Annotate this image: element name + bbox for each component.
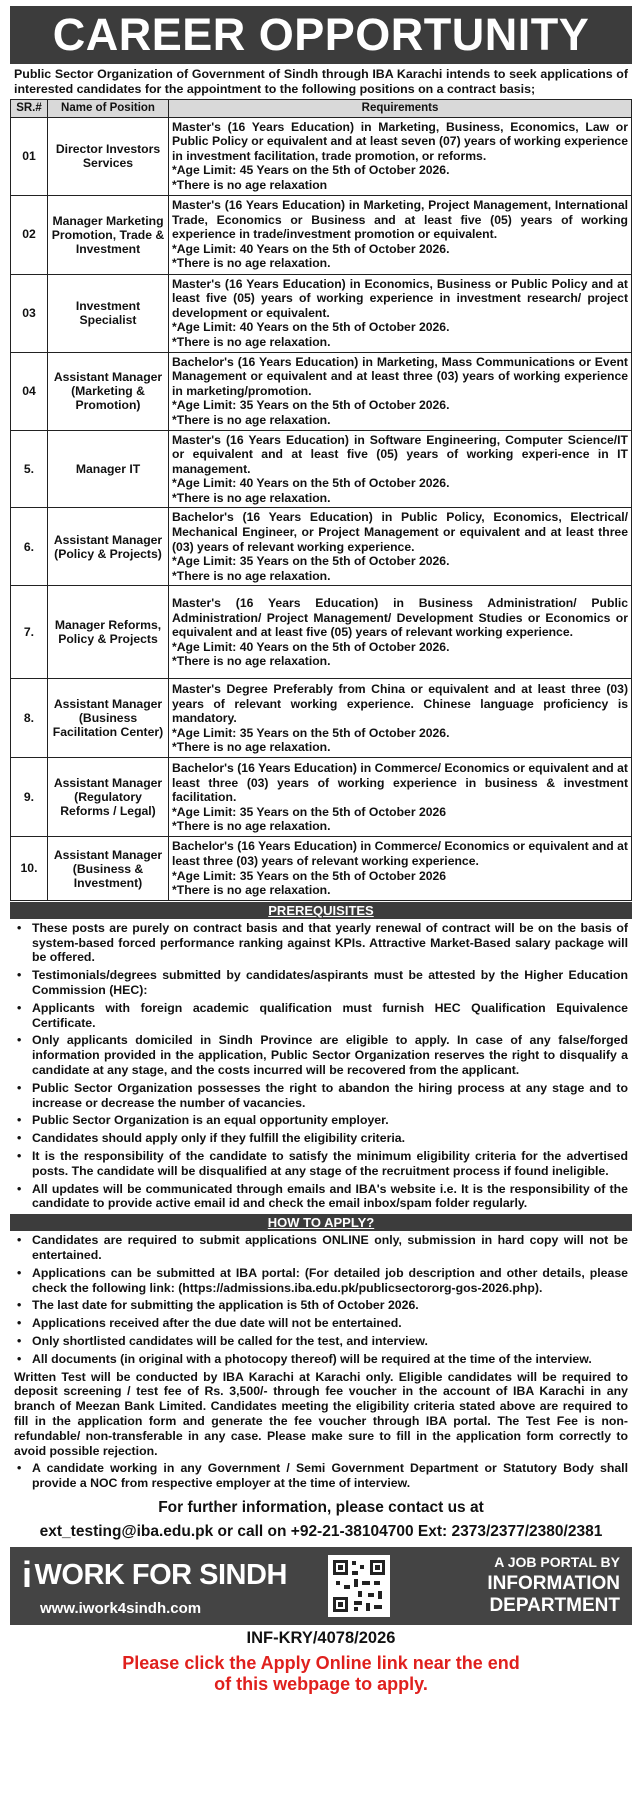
- req-relax: *There is no age relaxation.: [172, 740, 331, 755]
- row-position: Assistant Manager (Regulatory Reforms / Legal): [48, 758, 169, 837]
- req-age: *Age Limit: 35 Years on the 5th of October 2026.: [172, 725, 450, 740]
- contact-line: For further information, please contact us at: [158, 1498, 484, 1516]
- row-requirements: [169, 508, 632, 586]
- list-item-text: Applications received after the due date will not be entertained.: [32, 1316, 402, 1331]
- table-row: [11, 274, 632, 352]
- page-title-banner: [10, 6, 632, 64]
- req-text: Master's (16 Years Education) in Economics, Business or Public Policy and at least five (05) years of working experience in investment research/ project development or equivalent.: [172, 276, 628, 320]
- list-item: • A candidate working in any Government / Semi Government Department or Statutory Body shall provide a NOC from respective employer at the time of interview.: [17, 1461, 628, 1491]
- col-header-requirements: Requirements: [169, 100, 632, 118]
- list-item-text: Candidates should apply only if they fulfill the eligibility criteria.: [32, 1131, 406, 1146]
- req-age: *Age Limit: 35 Years on the 5th of October 2026: [172, 868, 447, 883]
- row-requirements: [169, 679, 632, 758]
- portal-url[interactable]: www.iwork4sindh.com: [40, 1600, 202, 1618]
- iwork-logo: [22, 1554, 322, 1596]
- list-item-text: The last date for submitting the application is 5th of October 2026.: [32, 1298, 419, 1313]
- req-relax: *There is no age relaxation.: [172, 490, 331, 505]
- portal-logo-block: [10, 1554, 322, 1617]
- list-item-text: Applicants with foreign academic qualification must furnish HEC Qualification Equivalence Certificate.: [32, 1000, 628, 1030]
- how-to-apply-heading: HOW TO APPLY?: [10, 1214, 632, 1231]
- row-requirements: [169, 586, 632, 679]
- row-sr: 10.: [11, 837, 48, 900]
- table-row: [11, 837, 632, 900]
- req-text: Master's (16 Years Education) in Software Engineering, Computer Science/IT or equivalent and at least five (05) years of working experi-ence in IT management.: [172, 432, 628, 476]
- row-sr: 04: [11, 352, 48, 430]
- req-age: *Age Limit: 40 Years on the 5th of October 2026.: [172, 639, 450, 654]
- list-item: • All updates will be communicated through emails and IBA's website i.e. It is the responsibility of the candidate to provide active email id and check the email inbox/spam folder regularly.: [17, 1181, 628, 1211]
- list-item-text: Only applicants domiciled in Sindh Province are eligible to apply. In case of any false/forged information provided in the application, Public Sector Organization reserves the right to disqualify a candidate at any stage, and the costs incurred will be recovered from the applicant.: [32, 1033, 628, 1077]
- contact-details[interactable]: ext_testing@iba.edu.pk or call on +92-21-38104700 Ext: 2373/2377/2380/2381: [39, 1522, 603, 1540]
- req-relax: *There is no age relaxation.: [172, 568, 331, 583]
- portal-department: INFORMATION DEPARTMENT: [487, 1573, 620, 1617]
- row-position: Director Investors Services: [48, 117, 169, 195]
- list-item-text: All documents (in original with a photocopy thereof) will be required at the time of the interview.: [32, 1351, 592, 1366]
- row-sr: 6.: [11, 508, 48, 586]
- row-position: Investment Specialist: [48, 274, 169, 352]
- list-item-text: Candidates are required to submit applications ONLINE only, submission in hard copy will not be entertained.: [32, 1233, 628, 1262]
- list-item-text: These posts are purely on contract basis and that yearly renewal of contract will be on the basis of system-based forced performance ranking against KPIs. Attractive Market-Based salary package will be offered.: [32, 920, 628, 965]
- list-item: • Public Sector Organization possesses the right to abandon the hiring process at any stage and to increase or decrease the number of vacancies.: [17, 1080, 628, 1110]
- row-sr: 8.: [11, 679, 48, 758]
- intro-text: Public Sector Organization of Government of Sindh through IBA Karachi intends to seek applications of interested candidates for the appointment to the following positions on a contract basis;: [14, 67, 628, 96]
- row-position: Assistant Manager (Marketing & Promotion): [48, 352, 169, 430]
- table-row: [11, 117, 632, 195]
- req-text: Master's (16 Years Education) in Marketing, Project Management, International Trade, Economics or Business and at least five (05) years of working experience in trade/investment promotion or equivalent.: [172, 198, 628, 242]
- prerequisites-heading: PREREQUISITES: [10, 902, 632, 919]
- req-text: Master's (16 Years Education) in Business Administration/ Public Administration/ Project Management/ Development Studies or Economics or equivalent and at least five (05) years of relevant working experience.: [172, 595, 628, 640]
- how-to-apply-list: [10, 1233, 632, 1366]
- row-requirements: [169, 352, 632, 430]
- job-portal-banner: [10, 1547, 632, 1625]
- table-row: [11, 352, 632, 430]
- row-position: Manager Marketing Promotion, Trade & Investment: [48, 195, 169, 274]
- list-item-text: Public Sector Organization is an equal opportunity employer.: [32, 1113, 389, 1128]
- list-item: • All documents (in original with a photocopy thereof) will be required at the time of the interview.: [17, 1351, 592, 1366]
- positions-table: [10, 99, 632, 901]
- portal-info-block: [404, 1554, 632, 1617]
- row-requirements: [169, 758, 632, 837]
- table-row: [11, 508, 632, 586]
- req-relax: *There is no age relaxation.: [172, 334, 331, 349]
- req-age: *Age Limit: 35 Years on the 5th of October 2026.: [172, 554, 450, 569]
- list-item: • It is the responsibility of the candidate to satisfy the minimum eligibility criteria for the advertised posts. The candidate will be disqualified at any stage of the recruitment process if found ineligible.: [17, 1148, 628, 1178]
- row-requirements: [169, 430, 632, 508]
- table-row: [11, 195, 632, 274]
- req-relax: *There is no age relaxation.: [172, 256, 331, 271]
- list-item: • These posts are purely on contract basis and that yearly renewal of contract will be on the basis of system-based forced performance ranking against KPIs. Attractive Market-Based salary package will be offered.: [17, 920, 628, 965]
- row-requirements: [169, 195, 632, 274]
- row-position: Assistant Manager (Business Facilitation Center): [48, 679, 169, 758]
- row-sr: 01: [11, 117, 48, 195]
- apply-note-line1: Please click the Apply Online link near the end: [122, 1652, 520, 1673]
- req-age: *Age Limit: 40 Years on the 5th of October 2026.: [172, 241, 450, 256]
- row-sr: 02: [11, 195, 48, 274]
- row-sr: 5.: [11, 430, 48, 508]
- list-item: • Public Sector Organization is an equal opportunity employer.: [17, 1113, 389, 1128]
- req-relax: *There is no age relaxation.: [172, 883, 331, 898]
- row-position: Assistant Manager (Policy & Projects): [48, 508, 169, 586]
- list-item-text: Only shortlisted candidates will be called for the test, and interview.: [32, 1333, 428, 1348]
- col-header-sr: SR.#: [11, 100, 48, 118]
- list-item-text: All updates will be communicated through emails and IBA's website i.e. It is the responsibility of the candidate to provide active email id and check the email inbox/spam folder regularly.: [32, 1181, 628, 1211]
- list-item: • Candidates are required to submit applications ONLINE only, submission in hard copy will not be entertained.: [17, 1233, 628, 1262]
- list-item-text: Public Sector Organization possesses the right to abandon the hiring process at any stage and to increase or decrease the number of vacancies.: [32, 1080, 628, 1110]
- list-item: • Only shortlisted candidates will be called for the test, and interview.: [17, 1333, 428, 1348]
- row-sr: 9.: [11, 758, 48, 837]
- qr-code-icon: [328, 1555, 390, 1617]
- list-item: • The last date for submitting the application is 5th of October 2026.: [17, 1298, 419, 1313]
- list-item: • Applications can be submitted at IBA portal: (For detailed job description and other details, please check the following link: (https://admissions.iba.edu.pk/publicsectororg-gos-2026.php).: [17, 1265, 628, 1295]
- noc-list: [10, 1461, 632, 1491]
- row-sr: 7.: [11, 586, 48, 679]
- req-age: *Age Limit: 35 Years on the 5th of October 2026.: [172, 398, 450, 413]
- table-row: [11, 586, 632, 679]
- prerequisites-list: [10, 921, 632, 1211]
- req-relax: *There is no age relaxation.: [172, 819, 331, 834]
- req-text: Bachelor's (16 Years Education) in Public Policy, Economics, Electrical/ Mechanical Engineer, or Project Management or equivalent and at least three (03) years of relevant working experience.: [172, 510, 628, 554]
- written-test-paragraph: Written Test will be conducted by IBA Karachi at Karachi only. Eligible candidates will be required to deposit screening / test fee of Rs. 3,500/- through fee voucher in the account of IBA Karachi in any branch of Meezan Bank Limited. Candidates meeting the eligibility criteria stated above are required to fill in the application form and generate the fee voucher through IBA portal. The Test Fee is non-refundable/ non-transferable in any case. Please make sure to fill in the application form correctly to avoid possible rejection.: [14, 1369, 628, 1458]
- req-text: Bachelor's (16 Years Education) in Commerce/ Economics or equivalent and at least three (03) years of working experience in business & investment facilitation.: [172, 760, 628, 805]
- table-row: [11, 679, 632, 758]
- list-item: • Applications received after the due date will not be entertained.: [17, 1316, 402, 1331]
- row-requirements: [169, 837, 632, 900]
- row-position: Assistant Manager (Business & Investment): [48, 837, 169, 900]
- list-item: • Testimonials/degrees submitted by candidates/aspirants must be attested by the Higher Education Commission (HEC):: [17, 968, 628, 997]
- row-requirements: [169, 274, 632, 352]
- req-relax: *There is no age relaxation: [172, 177, 328, 192]
- logo-text: WORK FOR SINDH: [34, 1558, 287, 1591]
- req-text: Master's (16 Years Education) in Marketing, Business, Economics, Law or Public Policy or equivalent and at least seven (07) years of working experience in investment facilitation, trade promotion, or reforms.: [172, 119, 628, 163]
- req-age: *Age Limit: 35 Years on the 5th of October 2026: [172, 804, 447, 819]
- req-age: *Age Limit: 40 Years on the 5th of October 2026.: [172, 320, 450, 335]
- req-text: Master's Degree Preferably from China or equivalent and at least three (03) years of relevant working experience. Chinese language proficiency is mandatory.: [172, 681, 628, 726]
- req-age: *Age Limit: 45 Years on the 5th of October 2026.: [172, 163, 450, 178]
- row-position: Manager IT: [48, 430, 169, 508]
- list-item: • Only applicants domiciled in Sindh Province are eligible to apply. In case of any false/forged information provided in the application, Public Sector Organization reserves the right to disqualify a candidate at any stage, and the costs incurred will be recovered from the applicant.: [17, 1033, 628, 1077]
- list-item-text: A candidate working in any Government / Semi Government Department or Statutory Body shall provide a NOC from respective employer at the time of interview.: [32, 1461, 628, 1491]
- table-row: [11, 758, 632, 837]
- logo-i: i: [22, 1554, 32, 1596]
- req-age: *Age Limit: 40 Years on the 5th of October 2026.: [172, 476, 450, 491]
- table-row: [11, 430, 632, 508]
- apply-note-line2: of this webpage to apply.: [214, 1673, 428, 1694]
- col-header-position: Name of Position: [48, 100, 169, 118]
- req-relax: *There is no age relaxation.: [172, 654, 331, 669]
- row-sr: 03: [11, 274, 48, 352]
- list-item: • Applicants with foreign academic qualification must furnish HEC Qualification Equivalence Certificate.: [17, 1000, 628, 1030]
- list-item-text: Testimonials/degrees submitted by candidates/aspirants must be attested by the Higher Education Commission (HEC):: [32, 968, 628, 997]
- list-item: • Candidates should apply only if they fulfill the eligibility criteria.: [17, 1131, 406, 1146]
- req-text: Bachelor's (16 Years Education) in Commerce/ Economics or equivalent and at least three (03) years of relevant working experience.: [172, 839, 628, 869]
- advertisement: [10, 6, 632, 1695]
- portal-byline: A JOB PORTAL BY: [494, 1554, 620, 1571]
- reference-number: INF-KRY/4078/2026: [246, 1628, 396, 1647]
- table-header-row: [11, 100, 632, 118]
- page-title: CAREER OPPORTUNITY: [52, 9, 590, 60]
- list-item-text[interactable]: Applications can be submitted at IBA portal: (For detailed job description and other details, please check the following link: (https://admissions.iba.edu.pk/publicsectororg-gos-2026.php).: [32, 1265, 628, 1295]
- list-item-text: It is the responsibility of the candidate to satisfy the minimum eligibility criteria for the advertised posts. The candidate will be disqualified at any stage of the recruitment process if found ineligible.: [32, 1148, 628, 1178]
- row-requirements: [169, 117, 632, 195]
- req-text: Bachelor's (16 Years Education) in Marketing, Mass Communications or Event Management or equivalent and at least three (03) years of working experience in marketing/promotion.: [172, 354, 628, 398]
- row-position: Manager Reforms, Policy & Projects: [48, 586, 169, 679]
- apply-online-note: [10, 1653, 632, 1695]
- req-relax: *There is no age relaxation.: [172, 412, 331, 427]
